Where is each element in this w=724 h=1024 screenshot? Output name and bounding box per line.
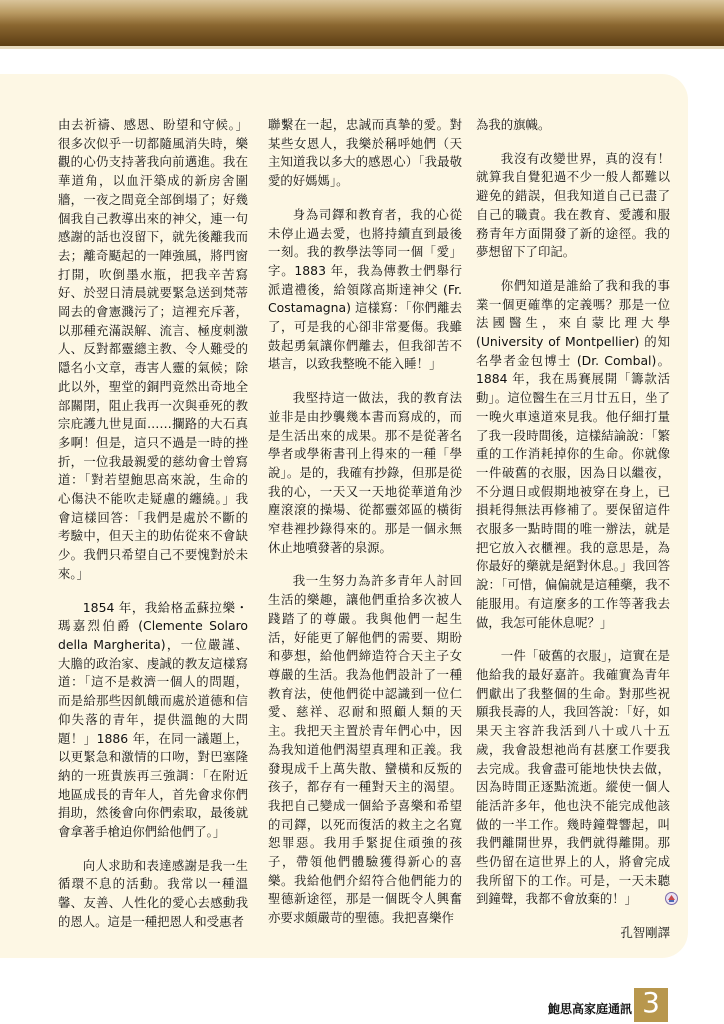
text-column-3 <box>476 116 670 958</box>
publication-title: 鮑思高家庭通訊 <box>547 1002 632 1016</box>
paragraph: 我沒有改變世界，真的沒有！就算我自覺犯過不少一般人都難以避免的錯誤，但我知道自己已盡了自己的職責。我在教育、愛護和服務青年方面開發了新的途徑。我的夢想留下了印記。 <box>476 150 670 260</box>
salesian-emblem-icon <box>640 892 653 905</box>
paragraph: 1854 年，我給格孟蘇拉樂・瑪嘉烈伯爵 (Clemente Solaro della Margherita)，一位嚴謹、大膽的政治家、虔誠的教友這樣寫道：「這不是救濟一個人的問題，而是給那些因飢餓而處於道德和信仰失落的青年，提供溫飽的大問題！」1886 年，在同一議題上，以更緊急和激情的口吻，對巴塞隆納的一班貴族再三強調：「在附近地區成長的青年人，首先會求你們捐助，然後會向你們索取，最後就會拿著手槍迫你們給他們了。」 <box>58 599 248 840</box>
paragraph: 向人求助和表達感謝是我一生循環不息的活動。我常以一種溫馨、友善、人性化的愛心去感動我的恩人。這是一種把恩人和受惠者 <box>58 857 248 929</box>
last-paragraph <box>476 647 670 909</box>
text-column-1 <box>58 116 248 947</box>
page-number: 3 <box>642 986 660 1019</box>
paragraph: 你們知道是誰給了我和我的事業一個更確準的定義嗎？那是一位法國醫生，來自蒙比理大學 (University of Montpellier) 的知名學者金包博士 (Dr. Combal)。1884 年，我在馬賽展開「籌款活動」。這位醫生在三月廿五日，坐了一晚火車遠道來見我。他仔細打量了我一段時間後，這樣結論說：「繁重的工作消耗掉你的生命。你就像一件破舊的衣服，因為日以繼夜，不分週日或假期地被穿在身上，已損耗得無法再修補了。要保留這件衣服多一點時間的唯一辦法，就是把它放入衣櫃裡。我的意思是，為你最好的藥就是絕對休息。」我回答說：「可惜，偏偏就是這種藥，我不能服用。有這麼多的工作等著我去做，我怎可能休息呢？」 <box>476 277 670 630</box>
paragraph: 我一生努力為許多青年人討回生活的樂趣，讓他們重拾多次被人踐踏了的尊嚴。我與他們一起生活，好能更了解他們的需要、期盼和夢想，給他們締造符合天主子女尊嚴的生活。我為他們設計了一種教育法，使他們從中認識到一位仁愛、慈祥、忍耐和照顧人類的天主。我把天主置於青年們心中，因為我知道他們渴望真理和正義。我發現成千上萬失散、蠻橫和反叛的孩子，都存有一種對天主的渴望。我把自己變成一個給予喜樂和希望的司鐸，以死而復活的救主之名寬恕罪惡。我用手緊捉住頑強的孩子，帶領他們體驗獲得新心的喜樂。我給他們介紹符合他們能力的聖德新途徑，那是一個既令人興奮亦要求頗嚴苛的聖德。我把喜樂作 <box>268 573 462 926</box>
paragraph: 我堅持這一做法，我的教育法並非是由抄襲幾本書而寫成的，而是生活出來的成果。那不是從著名學者或學術書刊上得來的一種「學說」。是的，我確有抄錄，但那是從我的心，一天又一天地從華道角沙塵滾滾的操場、從都靈郊區的橫街窄巷裡抄錄得來的。那是一個永無休止地噴發著的泉源。 <box>268 390 462 555</box>
text-column-2 <box>268 116 462 943</box>
paragraph: 聯繫在一起，忠誠而真摯的愛。對某些女恩人，我樂於稱呼她們（天主知道我以多大的感恩心）「我最敬愛的好媽媽」。 <box>268 117 462 189</box>
translator-credit: 孔智剛譯 <box>620 925 670 941</box>
paragraph: 為我的旗幟。 <box>476 117 551 132</box>
header-band <box>0 0 724 46</box>
header-divider <box>0 46 724 49</box>
paragraph: 身為司鐸和教育者，我的心從未停止過去愛，也將持續直到最後一刻。我的教學法等同一個「愛」字。1883 年，我為傳教士們舉行派遣禮後，給領隊高斯達神父 (Fr. Costamagna) 這樣寫：「你們離去了，可是我的心卻非常憂傷。我雖鼓起勇氣讓你們離去，但我卻苦不堪言，以致我整晚不能入睡！」 <box>268 206 462 372</box>
paragraph: 由去祈禱、感恩、盼望和守候。」很多次似乎一切都隨風消失時，樂觀的心仍支持著我向前邁進。我在華道角，以血汗築成的新房舍圍牆，一夜之間竟全部倒塌了；好幾個我自己教導出來的神父，連一句感謝的話也沒留下，就先後離我而去；離奇颳起的一陣強風，將門窗打開，吹倒墨水瓶，把我辛苦寫好、於翌日清晨就要緊急送到梵蒂岡去的會憲濺污了；這裡充斥著，以那種充滿誤解、流言、極度刺激人、反對都靈總主教、令人難受的隱名小文章，毒害人靈的氣候；除此以外，聖堂的銅門竟然出奇地全部關閉，阻止我再一次與垂死的教宗庇護九世見面……攔路的大石真多啊！但是，這只不過是一時的挫折，一位我最親愛的慈幼會士曾寫道：「對若望鮑思高來說，生命的心傷決不能吹走疑慮的纏繞。」我會這樣回答：「我們是處於不斷的考驗中，但天主的助佑從來不會缺少。我們只希望自己不要愧對於未來。」 <box>58 117 248 581</box>
paragraph-text: 一件「破舊的衣服」，這實在是他給我的最好嘉許。我確實為青年們獻出了我整個的生命。對那些祝願我長壽的人，我回答說：「好，如果天主容許我活到八十或八十五歲，我會設想祂尚有甚麼工作要我去完成。我會盡可能地快快去做，因為時間正逐點流逝。縱使一個人能活許多年，他也決不能完成他該做的一半工作。幾時鐘聲響起，叫我們離開世界，我們就得離開。那些仍留在這世界上的人，將會完成我所留下的工作。可是，一天未聽到鐘聲，我都不會放棄的！」 <box>476 648 670 907</box>
